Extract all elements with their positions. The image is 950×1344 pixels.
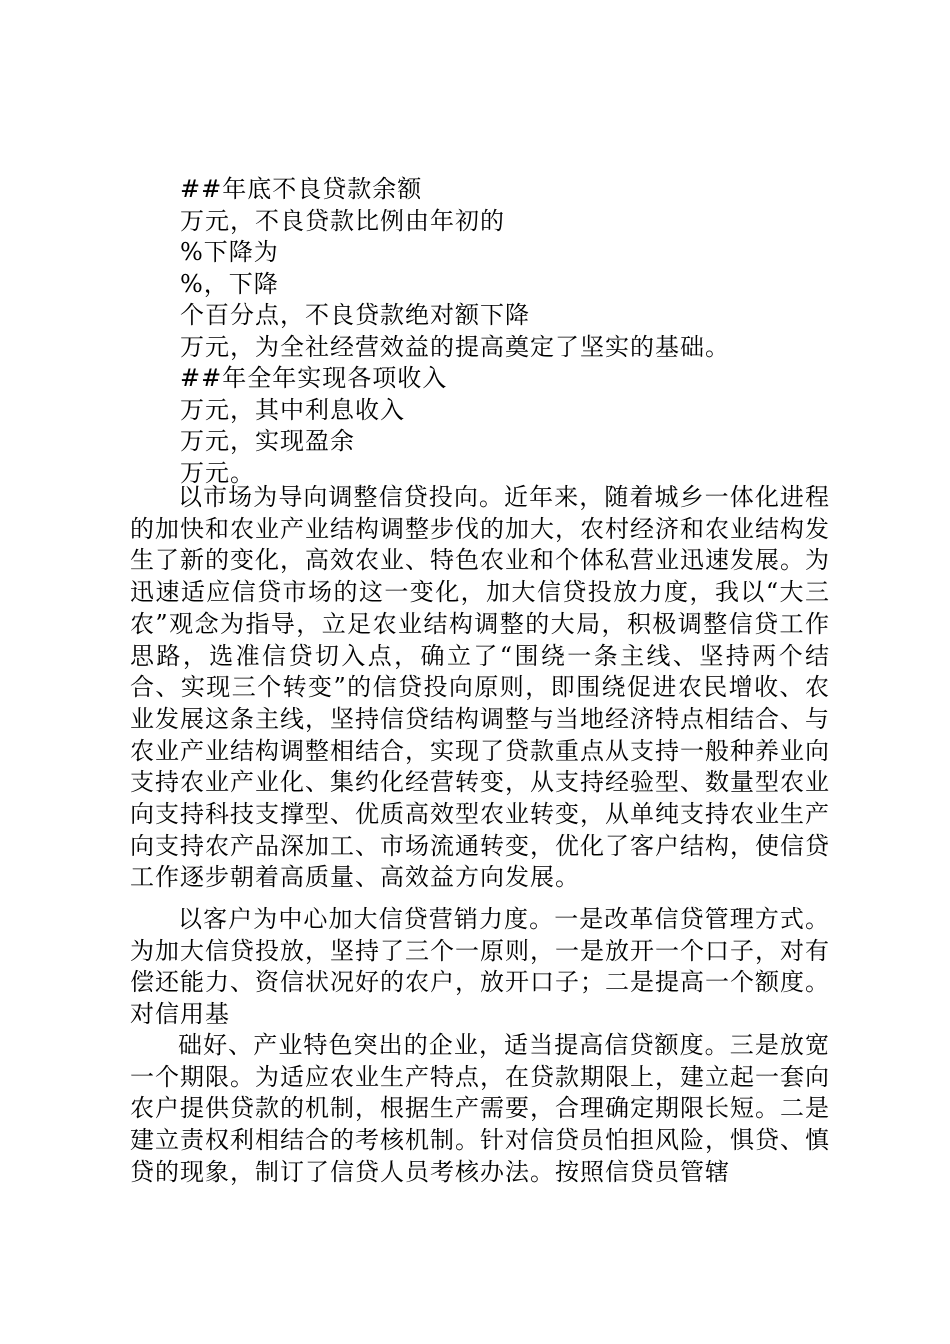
short-line: ##年底不良贷款余额 bbox=[180, 175, 423, 203]
short-lines-block bbox=[180, 174, 860, 489]
short-line: 万元，其中利息收入 bbox=[180, 395, 405, 424]
short-line: 万元。 bbox=[180, 458, 255, 487]
short-line: 万元，实现盈余 bbox=[180, 427, 355, 455]
short-line: ##年全年实现各项收入 bbox=[180, 364, 448, 392]
short-line: 万元，为全社经营效益的提高奠定了坚实的基础。 bbox=[180, 332, 730, 361]
paragraph-customer-marketing: 以客户为中心加大信贷营销力度。一是改革信贷管理方式。为加大信贷投放，坚持了三个一原则，一是放开一个口子，对有偿还能力、资信状况好的农户，放开口子；二是提高一个额度。对信用基 bbox=[130, 905, 830, 1029]
paragraph-credit-direction: 以市场为导向调整信贷投向。近年来，随着城乡一体化进程的加快和农业产业结构调整步伐的加大，农村经济和农业结构发生了新的变化，高效农业、特色农业和个体私营业迅速发展。为迅速适应信贷市场的这一变化，加大信贷投放力度，我以“大三农”观念为指导，立足农业结构调整的大局，积极调整信贷工作思路，选准信贷切入点，确立了“围绕一条主线、坚持两个结合、实现三个转变”的信贷投向原则，即围绕促进农民增收、农业发展这条主线，坚持信贷结构调整与当地经济特点相结合、与农业产业结构调整相结合，实现了贷款重点从支持一般种养业向支持农业产业化、集约化经营转变，从支持经验型、数量型农业向支持科技支撑型、优质高效型农业转变，从单纯支持农业生产向支持农产品深加工、市场流通转变，优化了客户结构，使信贷工作逐步朝着高质量、高效益方向发展。 bbox=[130, 483, 830, 892]
short-line: 个百分点，不良贷款绝对额下降 bbox=[180, 301, 530, 329]
paragraph-continuation: 础好、产业特色突出的企业，适当提高信贷额度。三是放宽一个期限。为适应农业生产特点，在贷款期限上，建立起一套向农户提供贷款的机制，根据生产需要，合理确定期限长短。二是建立责权利相结合的考核机制。针对信贷员怕担风险，惧贷、慎贷的现象，制订了信贷人员考核办法。按照信贷员管辖 bbox=[130, 1031, 830, 1186]
short-line: 万元，不良贷款比例由年初的 bbox=[180, 206, 505, 235]
short-line: %，下降 bbox=[180, 269, 279, 298]
short-line: %下降为 bbox=[180, 238, 279, 266]
